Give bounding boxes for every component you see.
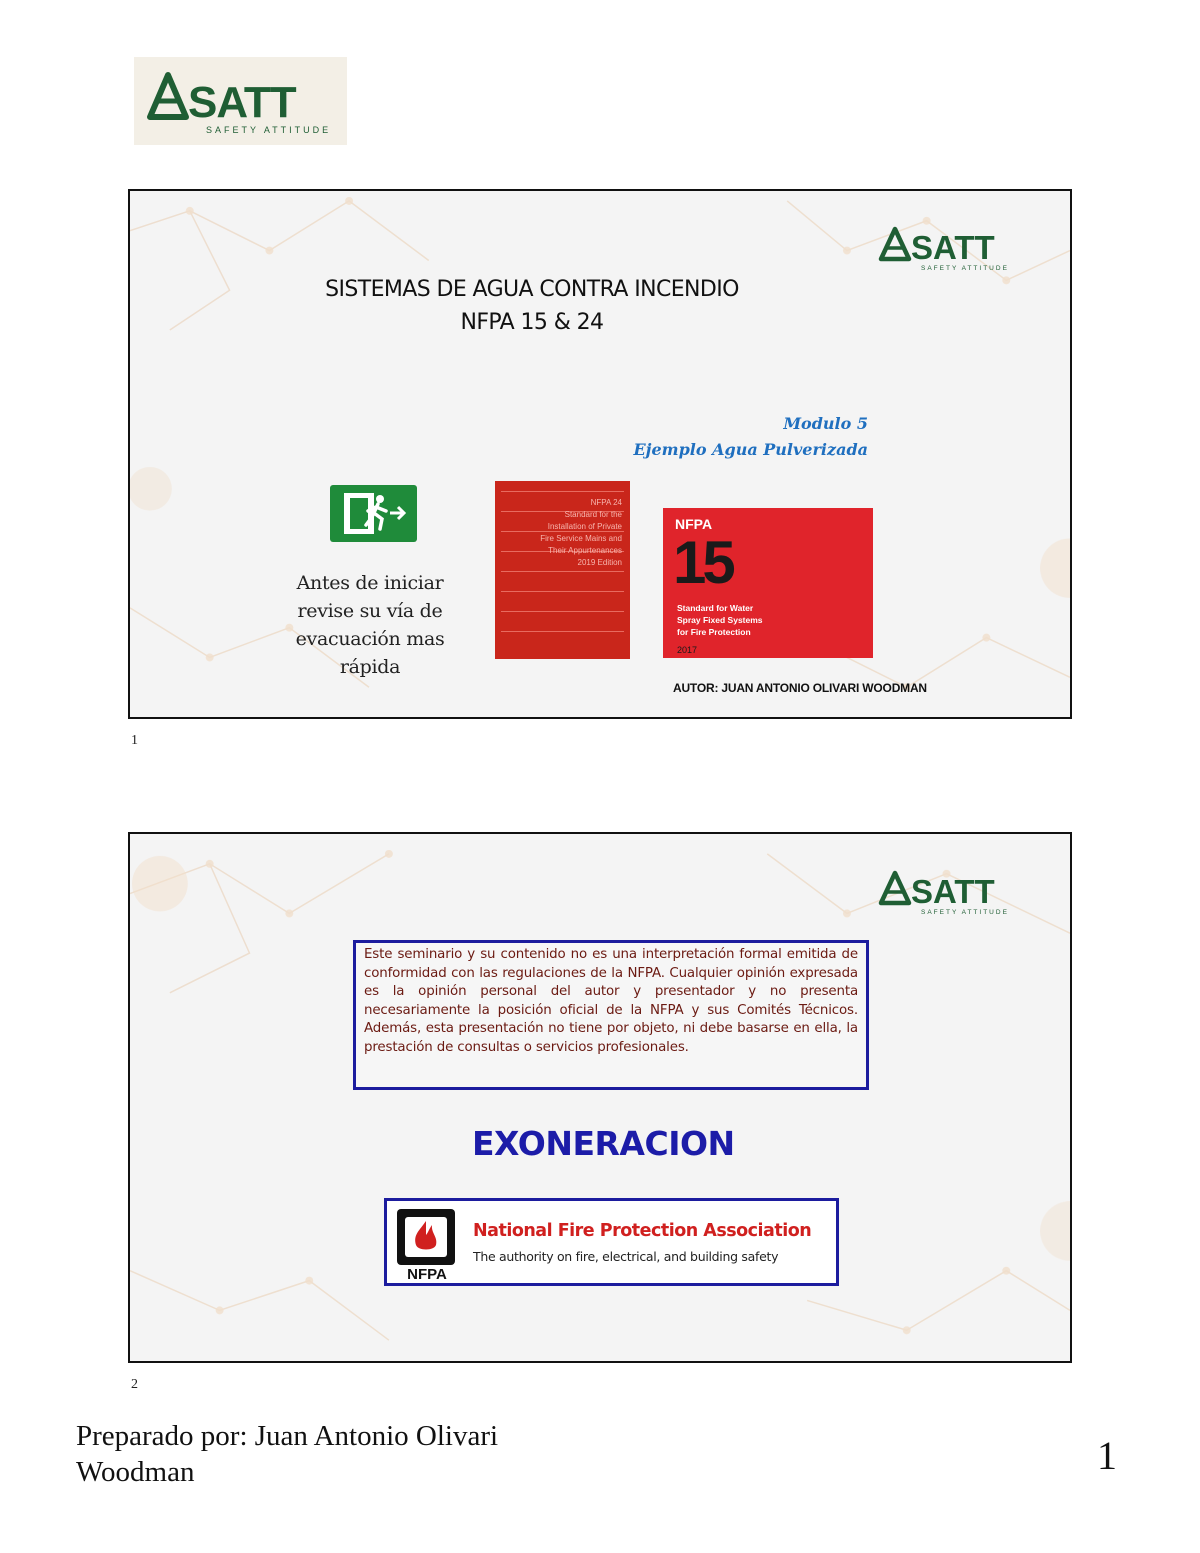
module-number: Modulo 5 — [783, 414, 868, 433]
header-logo-tagline: SAFETY ATTITUDE — [206, 125, 332, 135]
page-number: 1 — [1097, 1433, 1117, 1478]
nfpa-15-cover — [663, 508, 873, 658]
slide-1-title-line-2: NFPA 15 & 24 — [460, 310, 604, 335]
running-man-icon — [330, 485, 417, 542]
slide-2-logo-tagline: SAFETY ATTITUDE — [921, 909, 1009, 916]
satt-logo-icon — [134, 57, 347, 145]
nfpa-15-subtitle: Standard for Water Spray Fixed Systems for Fire Protection — [677, 603, 763, 637]
slide-2-logo — [875, 865, 1025, 917]
slide-2-number: 2 — [131, 1377, 138, 1392]
nfpa-15-brand: NFPA — [675, 516, 713, 532]
nfpa-flame-icon — [391, 1203, 463, 1283]
nfpa-15-year: 2017 — [677, 645, 698, 655]
exit-sign-icon — [330, 485, 417, 542]
slide-1 — [128, 189, 1072, 719]
satt-logo-icon — [875, 865, 1025, 917]
nfpa-24-book-cover — [495, 481, 630, 659]
exoneracion-heading: EXONERACION — [472, 1124, 735, 1163]
author-label: AUTOR: JUAN ANTONIO OLIVARI WOODMAN — [673, 681, 927, 695]
slide-2-logo-text: SATT — [911, 873, 995, 910]
prepared-by-line-2: Woodman — [76, 1456, 195, 1488]
nfpa-15-number: 15 — [673, 529, 732, 596]
exit-caption-line-1: Antes de iniciar — [296, 572, 444, 594]
exit-caption-line-3: evacuación mas — [295, 628, 445, 650]
slide-1-logo — [875, 221, 1025, 273]
exit-caption-line-2: revise su vía de — [297, 600, 443, 622]
header-logo-text: SATT — [188, 78, 296, 127]
header-logo — [134, 57, 347, 145]
slide-1-title-line-1: SISTEMAS DE AGUA CONTRA INCENDIO — [325, 277, 739, 302]
nfpa-name: National Fire Protection Association — [473, 1221, 812, 1241]
disclaimer-text: Este seminario y su contenido no es una interpretación formal emitida de conformidad con las regulaciones de la NFPA. Cualquier opinión expresada es la opinión personal del autor y presentador y no presenta necesariamente la posición oficial de la NFPA y sus Comités Técnicos. Además, esta presentación no tiene por objeto, ni debe basarse en ella, la prestación de consultas o servicios profesionales. — [364, 947, 858, 1055]
module-label — [530, 411, 868, 463]
nfpa-24-book-text: NFPA 24 Standard for the Installation of Private Fire Service Mains and Their Appurtenances 2019 Edition — [540, 498, 622, 567]
slide-1-title — [260, 273, 804, 339]
slide-2 — [128, 832, 1072, 1363]
disclaimer-box — [353, 940, 869, 1090]
module-subtitle: Ejemplo Agua Pulverizada — [633, 440, 868, 459]
slide-1-logo-tagline: SAFETY ATTITUDE — [921, 265, 1009, 272]
exit-caption — [270, 569, 470, 681]
nfpa-logo-box — [384, 1198, 839, 1286]
nfpa-logo-text: NFPA — [407, 1266, 447, 1283]
slide-1-logo-text: SATT — [911, 229, 995, 266]
exit-caption-line-4: rápida — [339, 656, 401, 678]
prepared-by-line-1: Preparado por: Juan Antonio Olivari — [76, 1420, 499, 1452]
nfpa-tagline: The authority on fire, electrical, and building safety — [473, 1249, 779, 1264]
slide-1-number: 1 — [131, 733, 138, 748]
prepared-by — [76, 1418, 596, 1490]
satt-logo-icon — [875, 221, 1025, 273]
